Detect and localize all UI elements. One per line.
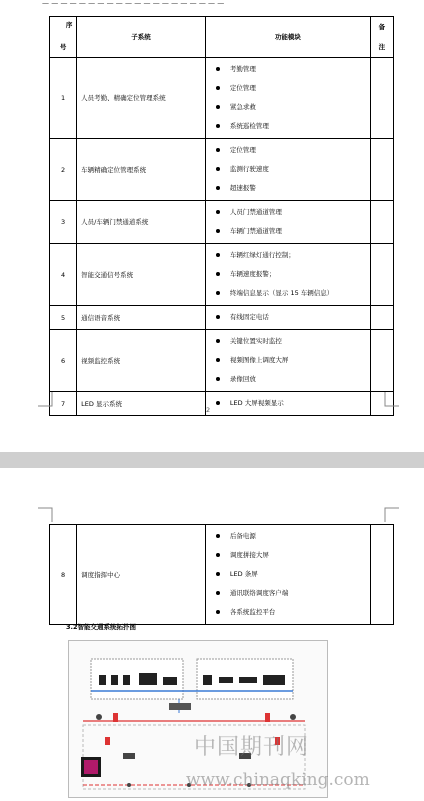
feature-list	[206, 139, 370, 200]
feature-item: 录像回放	[216, 370, 370, 389]
feature-list-cell	[205, 306, 370, 330]
remark-cell	[370, 58, 393, 139]
feature-list-cell	[205, 244, 370, 306]
feature-list	[206, 392, 370, 415]
feature-list	[206, 244, 370, 305]
feature-item: 考勤管理	[216, 60, 370, 79]
table-row	[50, 392, 394, 416]
row-number: 8	[50, 525, 77, 625]
feature-item: LED 条屏	[216, 565, 370, 584]
subsystem-table-continued	[49, 524, 394, 625]
feature-item: 超速报警	[216, 179, 370, 198]
feature-list-cell	[205, 330, 370, 392]
table-row	[50, 201, 394, 244]
feature-item: 监测行驶速度	[216, 160, 370, 179]
subsystem-name: LED 显示系统	[77, 392, 206, 416]
header-subsystem: 子系统	[77, 17, 206, 58]
remark-cell	[370, 306, 393, 330]
feature-item: 系统巡检管理	[216, 117, 370, 136]
feature-item: 定位管理	[216, 79, 370, 98]
cut-off-text-line: — — — — — — — — — — — — — — — — — — — —	[42, 0, 225, 4]
subsystem-name: 智能交通信号系统	[77, 244, 206, 306]
feature-list-cell	[205, 392, 370, 416]
table-row	[50, 525, 394, 625]
feature-item: 车辆门禁通道管理	[216, 222, 370, 241]
table-body-continued	[50, 525, 394, 625]
feature-item: LED 大屏视频显示	[216, 394, 370, 413]
row-number: 3	[50, 201, 77, 244]
feature-list	[206, 525, 370, 624]
feature-item: 各系统监控平台	[216, 603, 370, 622]
watermark-url: www.chinaqking.com	[186, 770, 370, 790]
table-row	[50, 306, 394, 330]
crop-mark-right	[383, 392, 399, 408]
row-number: 4	[50, 244, 77, 306]
feature-item: 关键位置实时监控	[216, 332, 370, 351]
subsystem-table	[49, 16, 394, 416]
remark-cell	[370, 139, 393, 201]
feature-list-cell	[205, 139, 370, 201]
feature-item: 视频图像上调度大屏	[216, 351, 370, 370]
feature-item: 车辆红绿灯通行控制；	[216, 246, 370, 265]
feature-list	[206, 330, 370, 391]
feature-item: 紧急求救	[216, 98, 370, 117]
table-row	[50, 244, 394, 306]
feature-list-cell	[205, 58, 370, 139]
table-header-row	[50, 17, 394, 58]
remark-cell	[370, 244, 393, 306]
feature-item: 定位管理	[216, 141, 370, 160]
remark-cell	[370, 201, 393, 244]
feature-item: 后备电源	[216, 527, 370, 546]
subsystem-name: 人员/车辆门禁通道系统	[77, 201, 206, 244]
table-row	[50, 330, 394, 392]
section-title: 3.2智能交通系统拓扑图	[66, 623, 137, 631]
row-number: 5	[50, 306, 77, 330]
crop-mark-left-top	[38, 506, 54, 522]
page-separator	[0, 452, 424, 468]
row-number: 1	[50, 58, 77, 139]
feature-list-cell	[205, 525, 370, 625]
subsystem-name: 车辆精确定位管理系统	[77, 139, 206, 201]
watermark-cn: 中国期刊网	[194, 735, 310, 760]
row-number: 7	[50, 392, 77, 416]
header-features: 功能模块	[205, 17, 370, 58]
crop-mark-right-top	[383, 506, 399, 522]
subsystem-name: 通信语音系统	[77, 306, 206, 330]
remark-cell	[370, 525, 393, 625]
feature-item: 车辆速度报警；	[216, 265, 370, 284]
header-remark: 备 注	[370, 17, 393, 58]
page-number: 2	[206, 406, 211, 414]
feature-item: 通讯联络调度客户端	[216, 584, 370, 603]
feature-item: 有线固定电话	[216, 308, 370, 327]
table-body	[50, 58, 394, 416]
subsystem-name: 视频监控系统	[77, 330, 206, 392]
feature-list	[206, 306, 370, 329]
remark-cell	[370, 330, 393, 392]
header-seq-no: 序 号	[50, 17, 77, 58]
feature-item: 人员门禁通道管理	[216, 203, 370, 222]
row-number: 2	[50, 139, 77, 201]
table-row	[50, 58, 394, 139]
feature-list	[206, 201, 370, 243]
subsystem-name: 人员考勤、精确定位管理系统	[77, 58, 206, 139]
row-number: 6	[50, 330, 77, 392]
crop-mark-left	[38, 392, 54, 408]
feature-item: 调度拼接大屏	[216, 546, 370, 565]
table-row	[50, 139, 394, 201]
subsystem-name: 调度指挥中心	[77, 525, 206, 625]
feature-list	[206, 58, 370, 138]
feature-item: 终端信息显示（显示 15 车辆信息）	[216, 284, 370, 303]
feature-list-cell	[205, 201, 370, 244]
